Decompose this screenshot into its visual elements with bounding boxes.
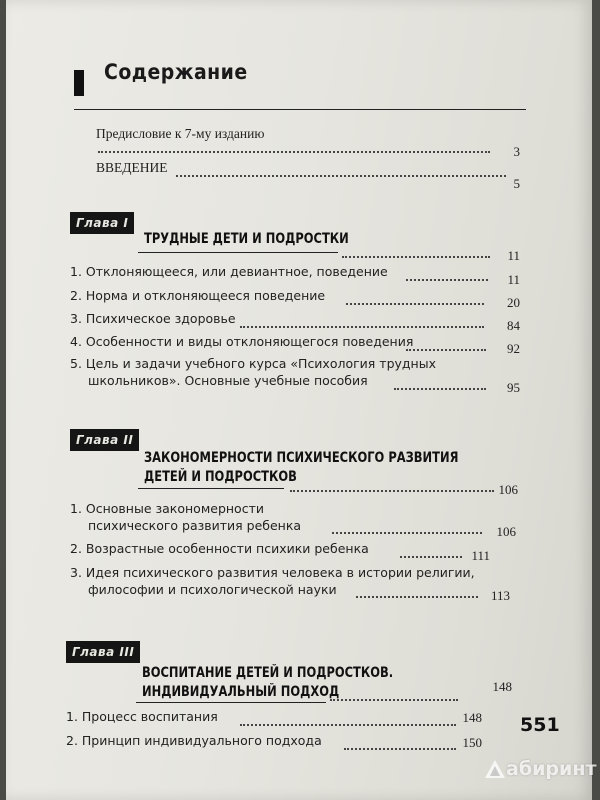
toc-entry-introduction[interactable]: ВВЕДЕНИЕ — [96, 160, 168, 175]
contents-rule — [74, 109, 526, 110]
leader-dots — [176, 175, 506, 177]
leader-dots — [332, 532, 482, 534]
toc-entry-preface[interactable]: Предисловие к 7-му изданию — [96, 126, 265, 141]
toc-item-continuation[interactable]: философии и психологической науки — [88, 582, 337, 597]
folio-page-number: 551 — [520, 714, 560, 736]
leader-dots — [290, 490, 494, 492]
leader-dots — [406, 349, 486, 351]
leader-dots — [330, 699, 458, 701]
labyrinth-logo-icon — [484, 758, 506, 780]
toc-page-number: 148 — [462, 710, 482, 725]
toc-page-number: 148 — [492, 679, 512, 694]
toc-item-continuation[interactable]: школьников». Основные учебные пособия — [88, 373, 368, 388]
contents-heading-bar — [74, 70, 84, 96]
toc-item[interactable]: 2. Норма и отклоняющееся поведение — [70, 288, 326, 303]
watermark-text: абиринт — [506, 758, 597, 780]
chapter-badge: Глава I — [70, 212, 134, 234]
chapter-title-line-2[interactable]: ИНДИВИДУАЛЬНЫЙ ПОДХОД — [142, 684, 340, 700]
chapter-rule — [138, 252, 338, 253]
leader-dots — [240, 326, 484, 328]
toc-page-number: 111 — [471, 548, 490, 563]
chapter-badge: Глава II — [70, 429, 139, 451]
toc-page-number: 92 — [507, 341, 520, 356]
toc-item[interactable]: 2. Принцип индивидуального подхода — [66, 733, 322, 748]
toc-item[interactable]: 2. Возрастные особенности психики ребенка — [70, 541, 369, 556]
toc-page-number: 11 — [507, 272, 520, 287]
chapter-title[interactable]: ТРУДНЫЕ ДЕТИ И ПОДРОСТКИ — [144, 231, 349, 247]
toc-page-number: 11 — [507, 248, 520, 263]
toc-item[interactable]: 1. Отклоняющееся, или девиантное, поведение — [70, 264, 388, 279]
chapter-title-line-2[interactable]: ДЕТЕЙ И ПОДРОСТКОВ — [144, 469, 297, 485]
leader-dots — [240, 724, 456, 726]
toc-page-number: 106 — [496, 524, 516, 539]
leader-dots — [346, 303, 484, 305]
leader-dots — [406, 279, 488, 281]
toc-item-continuation[interactable]: психического развития ребенка — [88, 518, 302, 533]
toc-item[interactable]: 3. Психическое здоровье — [70, 311, 236, 326]
chapter-title[interactable]: ВОСПИТАНИЕ ДЕТЕЙ И ПОДРОСТКОВ. — [142, 665, 394, 681]
toc-item[interactable]: 1. Процесс воспитания — [66, 709, 218, 724]
leader-dots — [98, 151, 490, 153]
toc-page-number: 113 — [490, 588, 510, 603]
chapter-rule — [136, 702, 326, 703]
toc-page-number: 5 — [513, 176, 520, 191]
chapter-rule — [138, 488, 284, 489]
chapter-badge: Глава III — [66, 641, 140, 663]
toc-page-number: 95 — [507, 380, 520, 395]
toc-item[interactable]: 4. Особенности и виды отклоняющегося поведения — [70, 334, 414, 349]
leader-dots — [344, 748, 456, 750]
leader-dots — [394, 388, 486, 390]
toc-page-number: 84 — [507, 318, 520, 333]
leader-dots — [342, 256, 490, 258]
toc-item[interactable]: 3. Идея психического развития человека в истории религии, — [70, 565, 475, 580]
toc-page-number: 150 — [462, 735, 482, 750]
leader-dots — [356, 596, 478, 598]
chapter-title[interactable]: ЗАКОНОМЕРНОСТИ ПСИХИЧЕСКОГО РАЗВИТИЯ — [144, 450, 459, 466]
toc-item[interactable]: 1. Основные закономерности — [70, 501, 264, 516]
contents-title: Содержание — [104, 60, 248, 84]
toc-page-number: 3 — [513, 144, 520, 159]
toc-item[interactable]: 5. Цель и задачи учебного курса «Психология трудных — [70, 356, 436, 371]
book-page — [6, 0, 592, 800]
toc-page-number: 106 — [498, 482, 518, 497]
toc-page-number: 20 — [507, 295, 520, 310]
